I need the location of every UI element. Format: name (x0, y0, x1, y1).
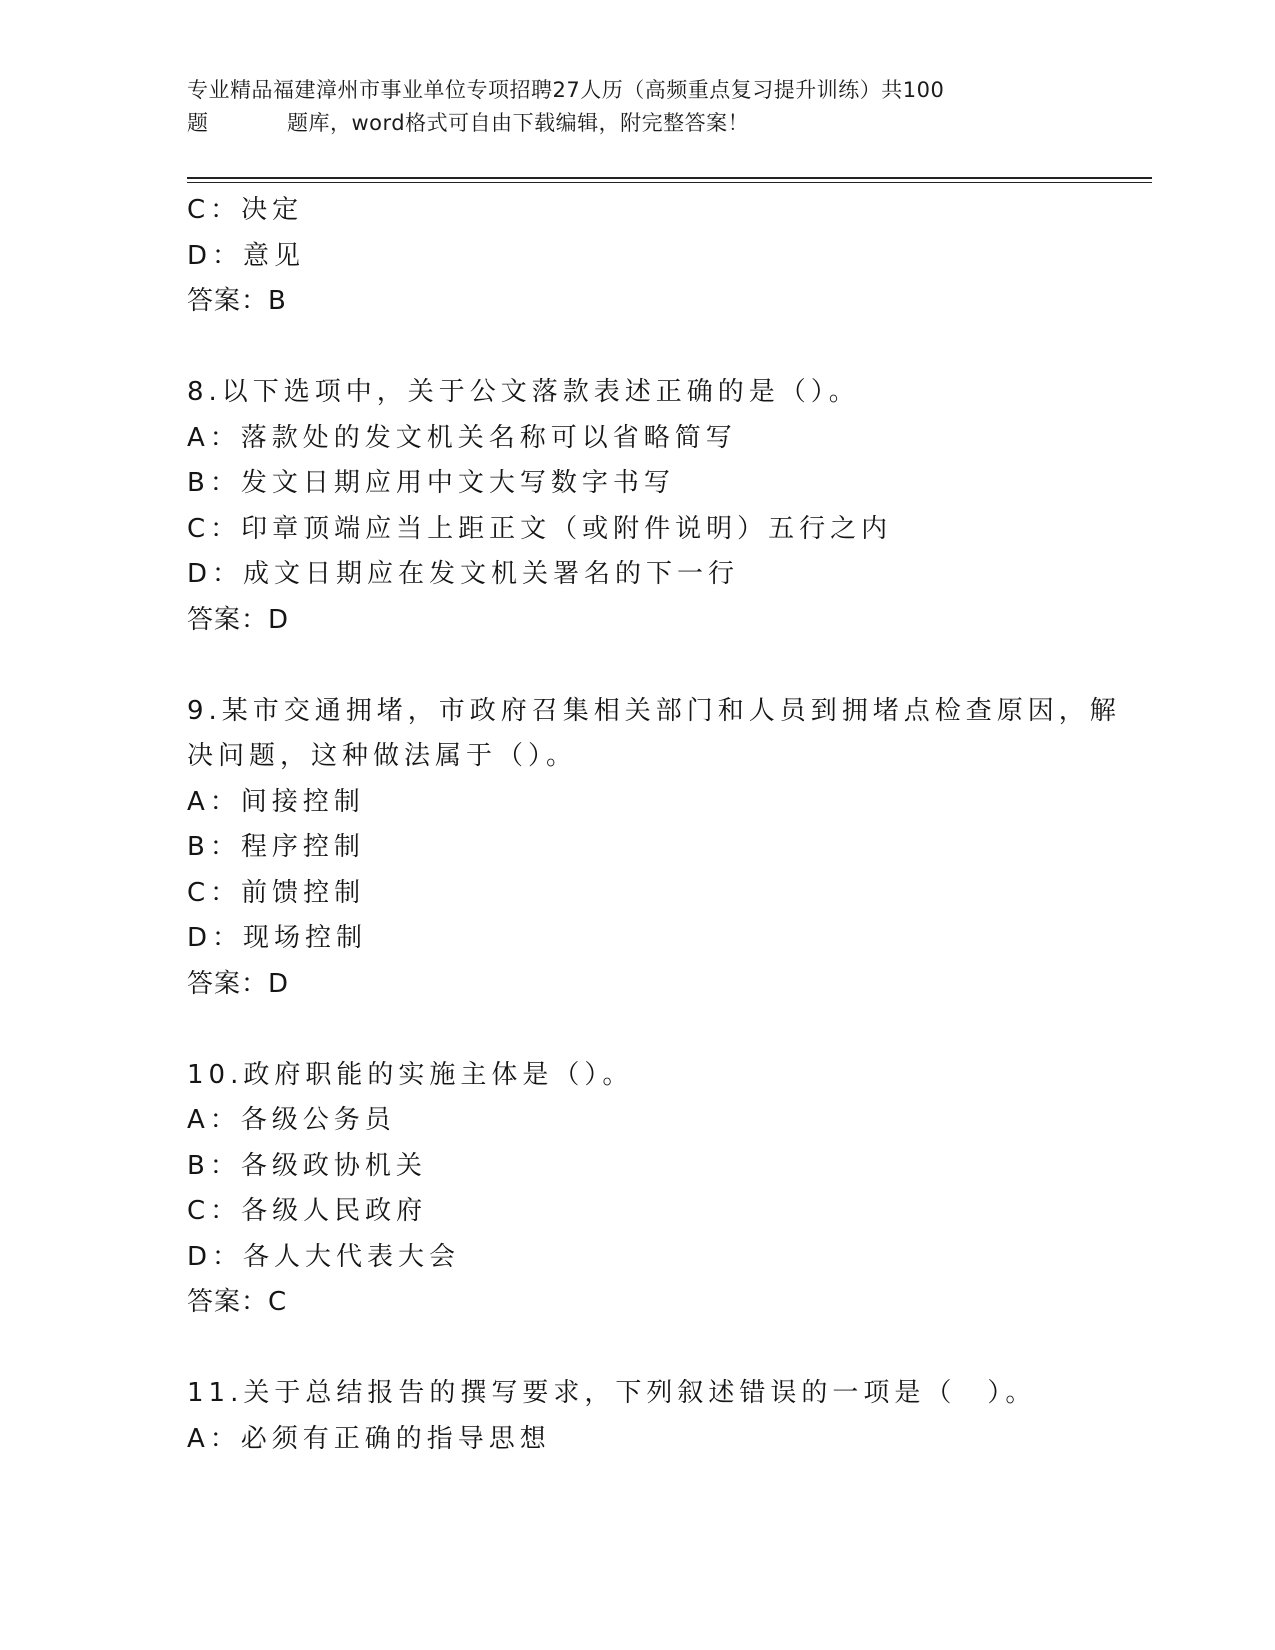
question-stem: 8.以下选项中，关于公文落款表述正确的是（）。 (187, 377, 860, 407)
page-header (187, 74, 1067, 140)
option-a: A：间接控制 (187, 786, 365, 817)
option-b: B：发文日期应用中文大写数字书写 (187, 468, 675, 498)
answer: 答案：D (187, 968, 290, 999)
header-divider-thin (187, 182, 1152, 183)
option-c: C：决定 (187, 195, 304, 225)
option-b: B：各级政协机关 (187, 1150, 427, 1181)
option-d: D：成文日期应在发文机关署名的下一行 (187, 559, 740, 589)
option-d: D：意见 (187, 240, 306, 271)
spacer (187, 1326, 1107, 1372)
question-list (187, 188, 1121, 1462)
option-d: D：各人大代表大会 (187, 1241, 461, 1272)
question-stem: 10.政府职能的实施主体是（）。 (187, 1059, 634, 1090)
header-title-line2-left: 题 (187, 111, 209, 135)
header-divider-thick (187, 177, 1152, 179)
question-8 (187, 370, 1107, 643)
spacer (187, 643, 1107, 689)
option-c: C：印章顶端应当上距正文（或附件说明）五行之内 (187, 513, 893, 544)
option-b: B：程序控制 (187, 832, 365, 862)
question-stem: 11.关于总结报告的撰写要求，下列叙述错误的一项是（ ）。 (187, 1378, 1037, 1408)
question-9 (187, 689, 1121, 1008)
option-c: C：前馈控制 (187, 877, 366, 908)
answer: 答案：D (187, 604, 290, 635)
header-title-line2 (187, 107, 1067, 140)
option-c: C：各级人民政府 (187, 1196, 428, 1226)
question-stem-line1: 9.某市交通拥堵，市政府召集相关部门和人员到拥堵点检查原因，解 (187, 695, 1121, 726)
spacer (187, 325, 1107, 371)
option-a: A：各级公务员 (187, 1105, 396, 1135)
option-d: D：现场控制 (187, 923, 368, 953)
question-stem-line2: 决问题，这种做法属于（）。 (187, 741, 578, 771)
spacer (187, 1007, 1107, 1053)
answer: 答案：C (187, 1287, 288, 1317)
question-7-tail (187, 188, 1107, 325)
option-a: A：落款处的发文机关名称可以省略简写 (187, 422, 737, 453)
header-title-line1: 专业精品福建漳州市事业单位专项招聘27人历（高频重点复习提升训练）共100 (187, 78, 945, 102)
answer: 答案：B (187, 286, 287, 316)
header-title-line2-right: 题库，word格式可自由下载编辑，附完整答案！ (287, 111, 750, 135)
question-11 (187, 1371, 1107, 1462)
question-10 (187, 1053, 1107, 1326)
option-a: A：必须有正确的指导思想 (187, 1423, 551, 1454)
